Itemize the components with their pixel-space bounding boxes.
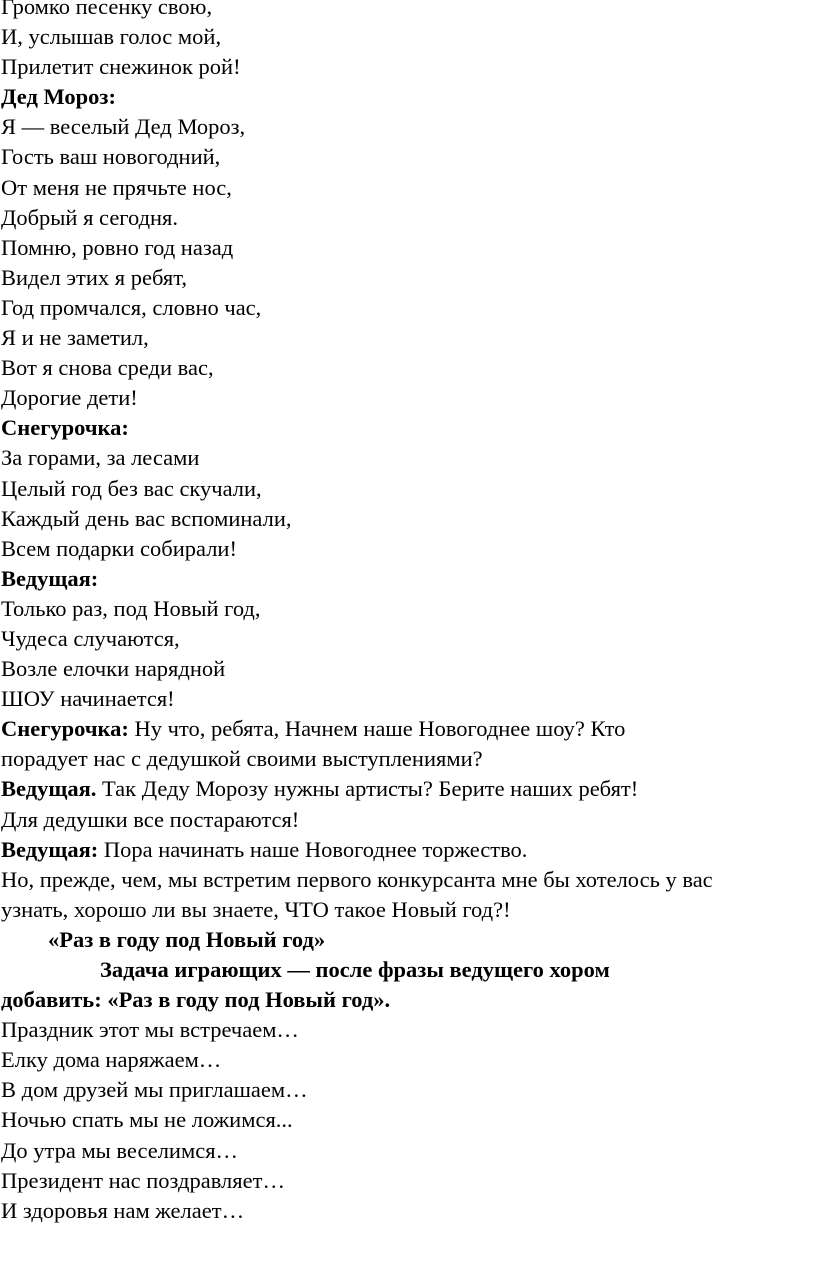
dialog-line <box>1 835 816 865</box>
poem-block-intro <box>1 0 816 82</box>
poem-line: Возле елочки нарядной <box>1 656 226 682</box>
poem-line: Видел этих я ребят, <box>1 264 187 290</box>
poem-line: Чудеса случаются, <box>1 625 180 651</box>
dialog-line <box>1 714 816 744</box>
dialog-speaker: Снегурочка: <box>1 716 129 742</box>
poem-line: Помню, ровно год назад <box>1 234 234 260</box>
poem-block-vedushchaya <box>1 594 816 714</box>
dialog-speaker: Ведущая: <box>1 836 99 862</box>
game-line: Праздник этот мы встречаем… <box>1 1017 299 1043</box>
poem-line: Всем подарки собирали! <box>1 535 237 561</box>
poem-line: Добрый я сегодня. <box>1 204 179 230</box>
speaker-ded-moroz: Дед Мороз: <box>1 84 116 110</box>
dialog-text: Пора начинать наше Новогоднее торжество. <box>98 836 528 862</box>
game-title: «Раз в году под Новый год» <box>48 926 326 952</box>
poem-line: Целый год без вас скучали, <box>1 475 262 501</box>
poem-line: Каждый день вас вспоминали, <box>1 505 292 531</box>
poem-line: Дорогие дети! <box>1 385 138 411</box>
dialog-vedushchaya-2 <box>1 835 816 925</box>
poem-line: ШОУ начинается! <box>1 686 175 712</box>
game-line: В дом друзей мы приглашаем… <box>1 1077 308 1103</box>
speaker-vedushchaya: Ведущая: <box>1 565 99 591</box>
game-line: Ночью спать мы не ложимся... <box>1 1107 293 1133</box>
game-lines <box>1 1015 816 1226</box>
dialog-line <box>1 774 816 804</box>
game-task-line: добавить: «Раз в году под Новый год». <box>1 987 391 1013</box>
dialog-text: Так Деду Морозу нужны артисты? Берите наших ребят! <box>96 776 639 802</box>
game-line: И здоровья нам желает… <box>1 1197 245 1223</box>
poem-line: Только раз, под Новый год, <box>1 595 261 621</box>
poem-line: Прилетит снежинок рой! <box>1 54 241 80</box>
game-task-line: Задача играющих — после фразы ведущего хором <box>100 957 610 982</box>
poem-line: Вот я снова среди вас, <box>1 355 214 381</box>
dialog-line: Но, прежде, чем, мы встретим первого конкурсанта мне бы хотелось у вас <box>1 866 713 892</box>
dialog-line: Для дедушки все постараются! <box>1 806 300 832</box>
poem-line: От меня не прячьте нос, <box>1 174 232 200</box>
poem-line: Громко песенку свою, <box>1 0 213 19</box>
poem-line: Год промчался, словно час, <box>1 294 262 320</box>
dialog-snegurochka <box>1 714 816 774</box>
dialog-line: порадует нас с дедушкой своими выступлениями? <box>1 746 483 772</box>
poem-line: За горами, за лесами <box>1 445 200 471</box>
dialog-line: узнать, хорошо ли вы знаете, ЧТО такое Новый год?! <box>1 896 511 922</box>
dialog-text: Ну что, ребята, Начнем наше Новогоднее шоу? Кто <box>128 716 626 742</box>
poem-line: Гость ваш новогодний, <box>1 144 221 170</box>
poem-line: И, услышав голос мой, <box>1 24 222 50</box>
speaker-snegurochka: Снегурочка: <box>1 415 129 441</box>
poem-line: Я и не заметил, <box>1 325 149 351</box>
poem-block-snegurochka <box>1 443 816 563</box>
game-line: Елку дома наряжаем… <box>1 1047 222 1073</box>
dialog-speaker: Ведущая. <box>1 776 97 802</box>
dialog-vedushchaya-1 <box>1 774 816 834</box>
game-line: До утра мы веселимся… <box>1 1137 239 1163</box>
poem-line: Я — веселый Дед Мороз, <box>1 114 246 140</box>
game-line: Президент нас поздравляет… <box>1 1167 285 1193</box>
poem-block-ded-moroz <box>1 112 816 413</box>
